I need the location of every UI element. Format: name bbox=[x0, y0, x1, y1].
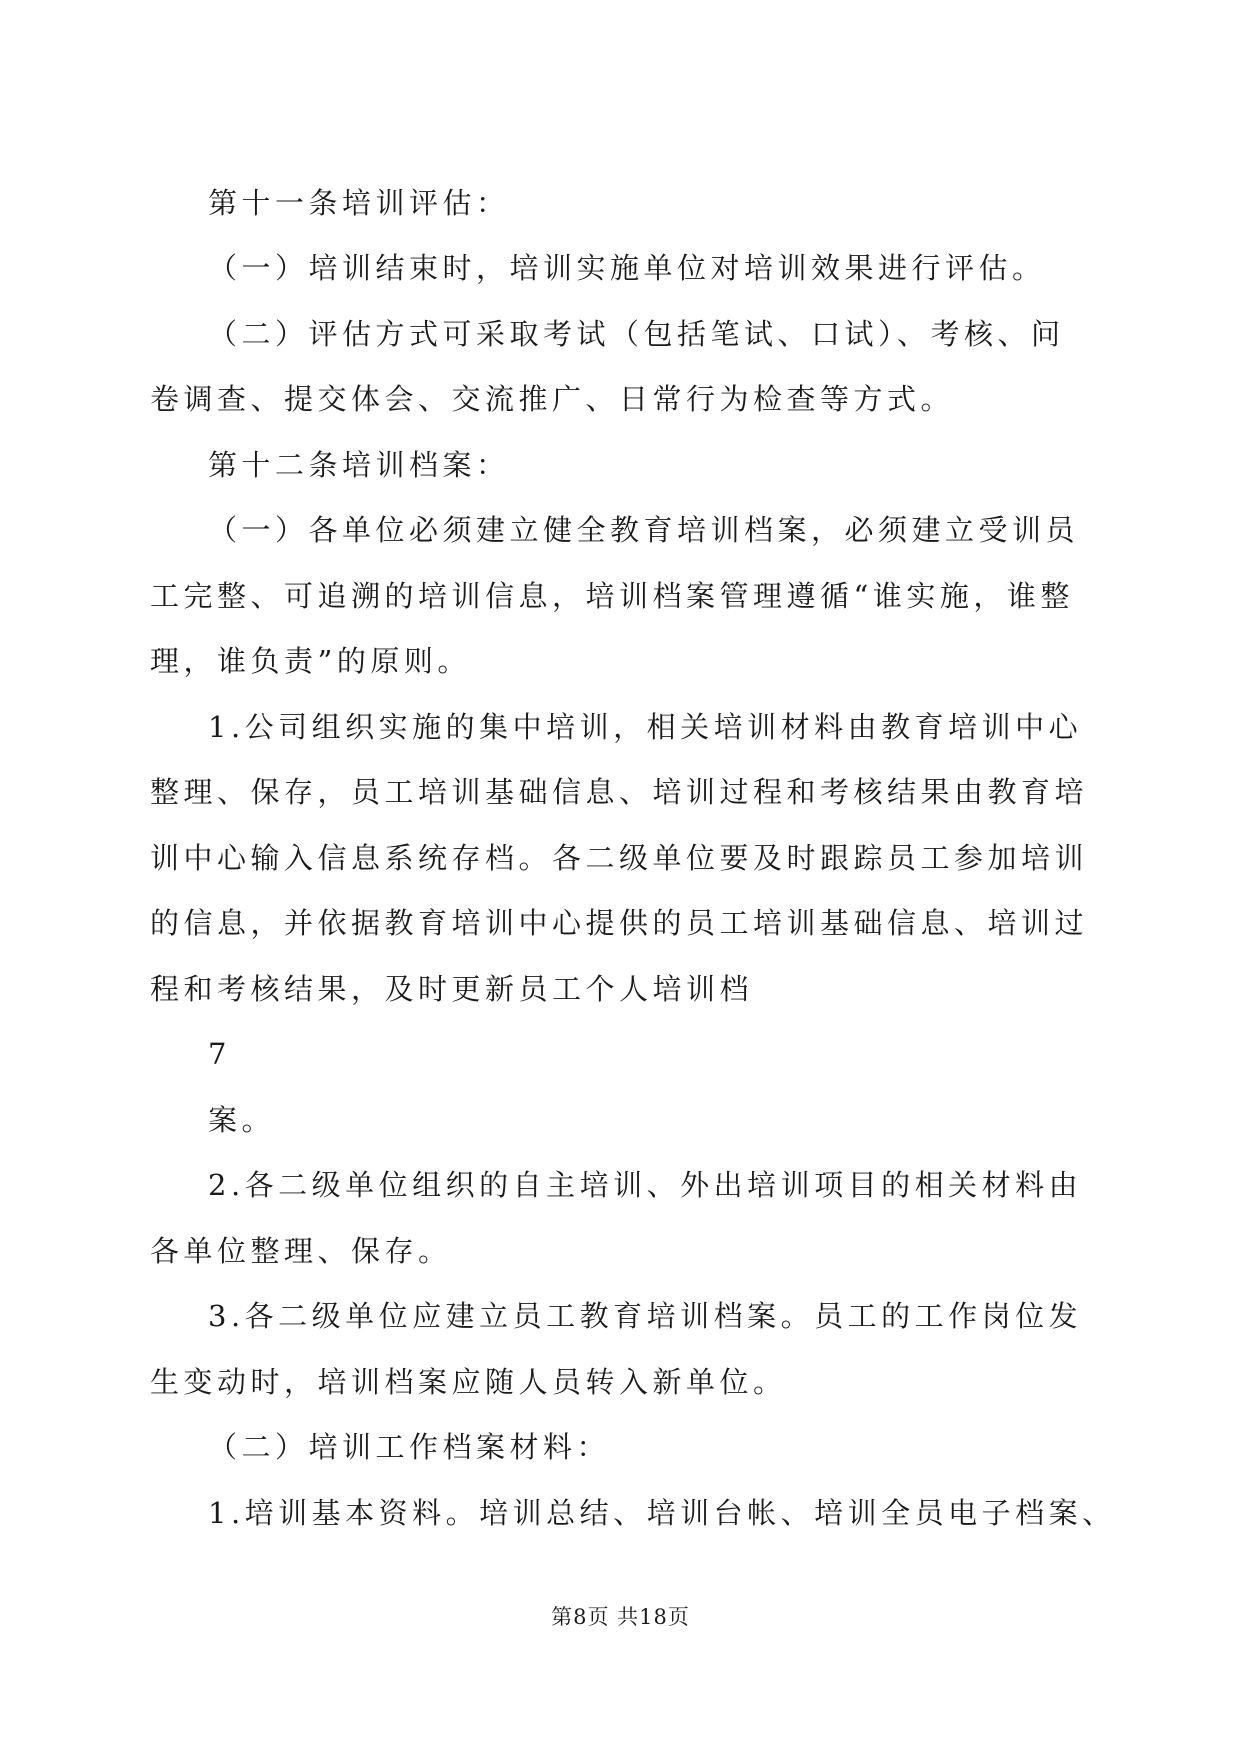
paragraph-line: 卷调查、提交体会、交流推广、日常行为检查等方式。 bbox=[150, 382, 955, 416]
stray-page-number: 7 bbox=[208, 1037, 231, 1071]
heading-article-11: 第十一条培训评估： bbox=[208, 186, 510, 220]
paragraph-line: （一）培训结束时，培训实施单位对培训效果进行评估。 bbox=[208, 251, 1046, 285]
paragraph-line: 工完整、可追溯的培训信息，培训档案管理遵循“谁实施，谁整 bbox=[150, 579, 1074, 613]
paragraph-line: 整理、保存，员工培训基础信息、培训过程和考核结果由教育培 bbox=[150, 775, 1089, 809]
paragraph-line: 1.公司组织实施的集中培训，相关培训材料由教育培训中心 bbox=[208, 710, 1083, 744]
paragraph-line: （一）各单位必须建立健全教育培训档案，必须建立受训员 bbox=[208, 513, 1080, 547]
paragraph-line: 各单位整理、保存。 bbox=[150, 1234, 452, 1268]
paragraph-line: 程和考核结果，及时更新员工个人培训档 bbox=[150, 972, 754, 1006]
paragraph-line: （二）培训工作档案材料： bbox=[208, 1430, 611, 1464]
paragraph-line: 理，谁负责”的原则。 bbox=[150, 644, 471, 678]
paragraph-line: 的信息，并依据教育培训中心提供的员工培训基础信息、培训过 bbox=[150, 906, 1089, 940]
paragraph-line: （二）评估方式可采取考试（包括笔试、口试）、考核、问 bbox=[208, 317, 1065, 351]
heading-article-12: 第十二条培训档案： bbox=[208, 448, 510, 482]
page-footer: 第8页 共18页 bbox=[551, 1605, 690, 1629]
paragraph-line: 3.各二级单位应建立员工教育培训档案。员工的工作岗位发 bbox=[208, 1299, 1083, 1333]
paragraph-line: 案。 bbox=[208, 1103, 276, 1137]
paragraph-line: 训中心输入信息系统存档。各二级单位要及时跟踪员工参加培训 bbox=[150, 841, 1089, 875]
paragraph-line: 1.培训基本资料。培训总结、培训台帐、培训全员电子档案、 bbox=[208, 1496, 1116, 1530]
paragraph-line: 生变动时，培训档案应随人员转入新单位。 bbox=[150, 1365, 787, 1399]
paragraph-line: 2.各二级单位组织的自主培训、外出培训项目的相关材料由 bbox=[208, 1168, 1083, 1202]
